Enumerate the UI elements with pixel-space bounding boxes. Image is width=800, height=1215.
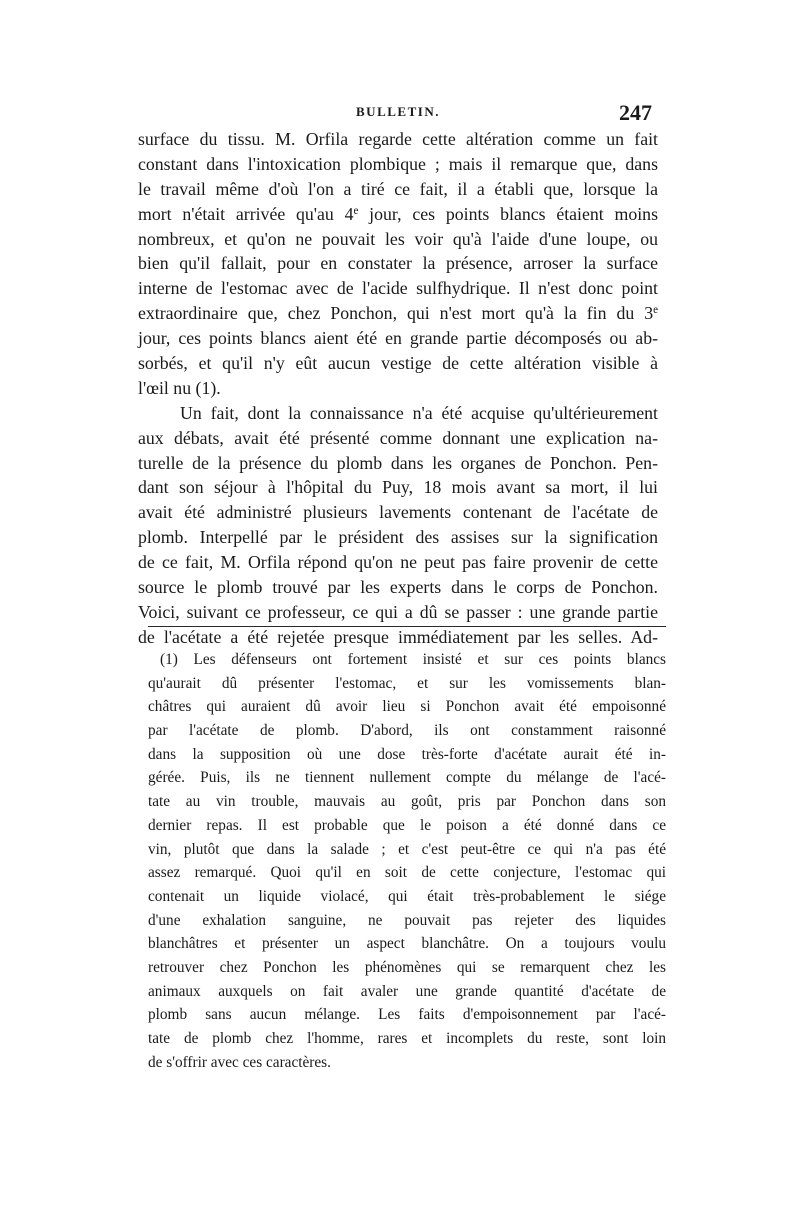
body-line: plomb. Interpellé par le président des assises sur la signification — [138, 527, 658, 548]
running-head — [138, 100, 658, 126]
footnote-line: retrouver chez Ponchon les phénomènes qui se remarquent chez les — [148, 958, 666, 976]
page-number: 247 — [619, 100, 652, 125]
footnote-line: qu'aurait dû présenter l'estomac, et sur les vomissements blan- — [148, 674, 666, 692]
paragraph-start-line: Un fait, dont la connaissance n'a été acquise qu'ultérieurement — [180, 402, 658, 423]
body-line: dant son séjour à l'hôpital du Puy, 18 mois avant sa mort, il lui — [138, 477, 658, 498]
footnote-line: d'une exhalation sanguine, ne pouvait pas rejeter des liquides — [148, 911, 666, 929]
body-line — [138, 301, 658, 326]
body-line-text: extraordinaire que, chez Ponchon, qui n'est mort qu'à la fin du 3 — [138, 303, 654, 324]
footnote-line: blanchâtres et présenter un aspect blanchâtre. On a toujours voulu — [148, 935, 666, 953]
body-line: interne de l'estomac avec de l'acide sulfhydrique. Il n'est donc point — [138, 278, 658, 299]
footnote-line: par l'acétate de plomb. D'abord, ils ont constamment raisonné — [148, 722, 666, 740]
footnote-line: dernier repas. Il est probable que le poison a été donné dans ce — [148, 816, 666, 834]
body-line: surface du tissu. M. Orfila regarde cette altération comme un fait — [138, 129, 658, 149]
footnote-line: dans la supposition où une dose très-forte d'acétate aurait été in- — [148, 745, 666, 763]
footnote-line: vin, plutôt que dans la salade ; et c'est peut-être ce qui n'a pas été — [148, 840, 666, 858]
footnote-line: tate au vin trouble, mauvais au goût, pris par Ponchon dans son — [148, 793, 666, 811]
body-line-text: jour, ces points blancs étaient moins — [358, 203, 658, 224]
footnote-line: de s'offrir avec ces caractères. — [148, 1053, 331, 1071]
body-line: de l'acétate a été rejetée presque immédiatement par les selles. Ad- — [138, 626, 658, 647]
ordinal-superscript: e — [653, 304, 658, 317]
body-line: avait été administré plusieurs lavements contenant de l'acétate de — [138, 502, 658, 523]
body-line: le travail même d'où l'on a tiré ce fait, il a établi que, lorsque la — [138, 178, 658, 199]
footnote-line: (1) Les défenseurs ont fortement insisté et sur ces points blancs — [160, 651, 666, 668]
body-line: jour, ces points blancs aient été en grande partie décomposés ou ab- — [138, 328, 658, 349]
body-line-text: mort n'était arrivée qu'au 4 — [138, 203, 354, 224]
footnote-line: assez remarqué. Quoi qu'il en soit de cette conjecture, l'estomac qui — [148, 864, 666, 882]
footnote-line: contenait un liquide violacé, qui était très-probablement le siége — [148, 887, 666, 905]
body-line: constant dans l'intoxication plombique ; mais il remarque que, dans — [138, 153, 658, 174]
footnote-block — [148, 648, 666, 1074]
footnote-line: tate de plomb chez l'homme, rares et incomplets du reste, sont loin — [148, 1030, 666, 1047]
footnote-separator — [148, 626, 666, 627]
main-text-block — [138, 127, 658, 650]
body-line: turelle de la présence du plomb dans les organes de Ponchon. Pen- — [138, 452, 658, 473]
footnote-line: gérée. Puis, ils ne tiennent nullement compte du mélange de l'acé- — [148, 769, 666, 787]
ordinal-superscript: e — [353, 204, 359, 217]
body-line: nombreux, et qu'on ne pouvait les voir qu'à l'aide d'une loupe, ou — [138, 228, 658, 249]
body-line: l'œil nu (1). — [138, 377, 221, 398]
footnote-line: plomb sans aucun mélange. Les faits d'empoisonnement par l'acé- — [148, 1006, 666, 1024]
body-line: Voici, suivant ce professeur, ce qui a dû se passer : une grande partie — [138, 601, 658, 622]
body-line: sorbés, et qu'il n'y eût aucun vestige de cette altération visible à — [138, 353, 658, 374]
body-line — [138, 202, 658, 227]
running-title: BULLETIN. — [356, 104, 440, 119]
footnote-line: châtres qui auraient dû avoir lieu si Ponchon avait été empoisonné — [148, 698, 666, 716]
body-line: aux débats, avait été présenté comme donnant une explication na- — [138, 427, 658, 448]
footnote-line: animaux auxquels on fait avaler une grande quantité d'acétate de — [148, 982, 666, 1000]
body-line: source le plomb trouvé par les experts dans le corps de Ponchon. — [138, 577, 658, 598]
body-line: bien qu'il fallait, pour en constater la présence, arroser la surface — [138, 253, 658, 274]
body-line: de ce fait, M. Orfila répond qu'on ne peut pas faire provenir de cette — [138, 552, 658, 573]
